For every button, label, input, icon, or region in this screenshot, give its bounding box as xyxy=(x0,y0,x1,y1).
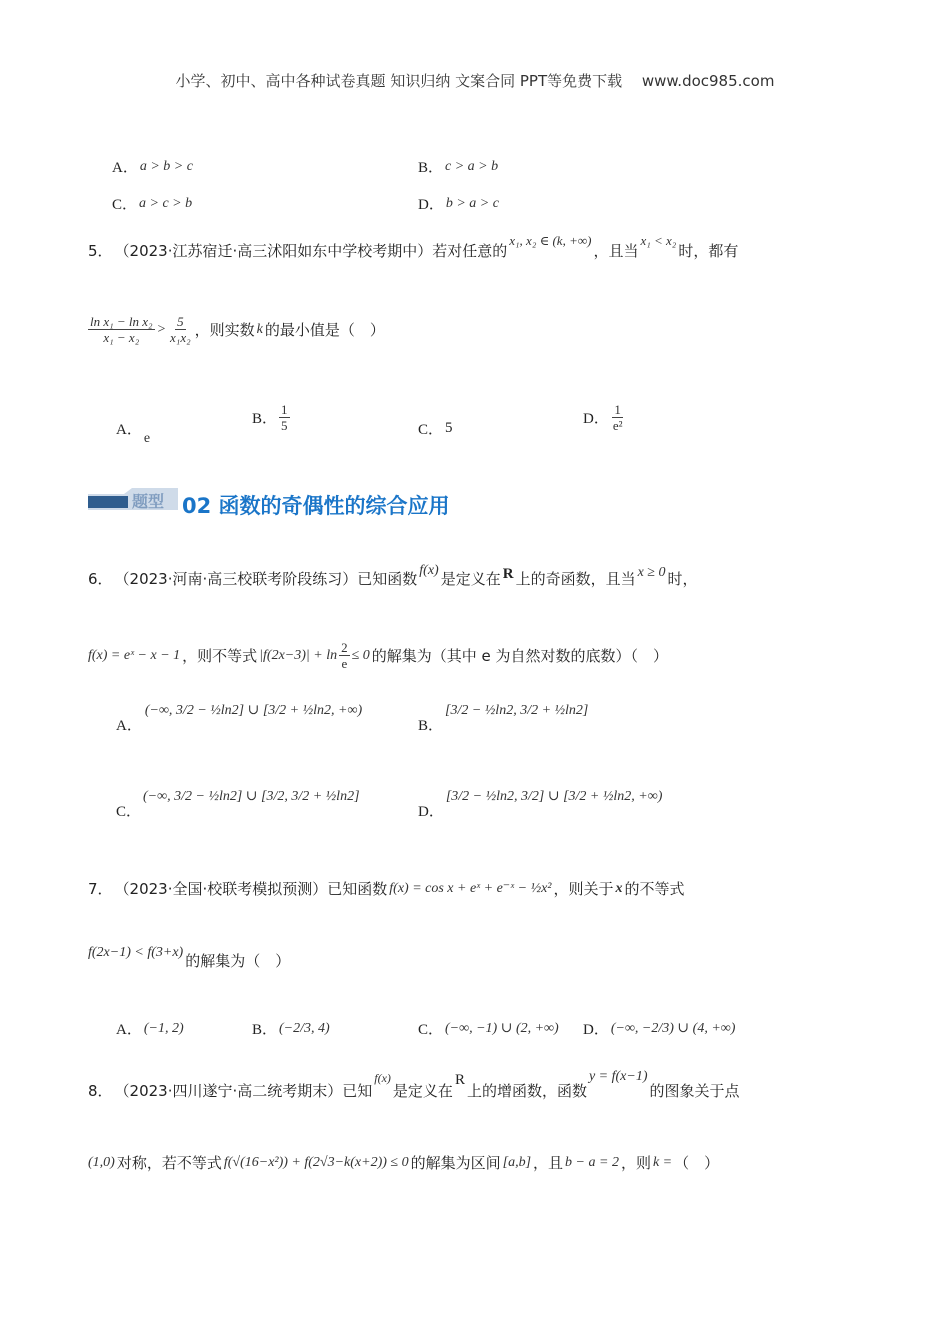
q8-point: (1,0) xyxy=(88,1154,115,1170)
option-label: C． xyxy=(418,1022,444,1038)
option-label: A． xyxy=(116,1022,142,1038)
option-label: C． xyxy=(112,197,138,213)
q5-inequality-rhs: $\frac{5}{\text{x₁x₂}}$ xyxy=(170,314,191,345)
option-label: D． xyxy=(418,804,444,820)
q5-option-d[interactable] xyxy=(583,402,625,433)
q7-option-d[interactable] xyxy=(583,1018,735,1039)
option-value: (−2/3, 4) xyxy=(279,1020,330,1036)
q6-option-d[interactable] xyxy=(418,786,663,820)
q6-inequality-fraction: $\frac{2}{e}$ xyxy=(341,640,348,671)
q8-ask: （ ） xyxy=(674,1154,720,1172)
q7-stem-line2 xyxy=(88,944,291,971)
q8-text-3: 的图象关于点 xyxy=(649,1082,740,1100)
q4-option-b[interactable] xyxy=(418,156,498,177)
q5-inequality-lhs: $\frac{\text{ln x₁ − ln x₂}}{\text{x₁ − x₂}}$ xyxy=(90,314,153,345)
q8-text-2: 上的增函数，函数 xyxy=(466,1082,587,1100)
question-number: 5． xyxy=(88,242,113,260)
q5-option-b[interactable] xyxy=(252,402,290,433)
q7-variable-x: x xyxy=(615,880,623,896)
section-badge-text: 题型 xyxy=(132,492,165,511)
q6-text-3: 时， xyxy=(667,570,698,588)
q6-stem-line1 xyxy=(88,562,698,589)
question-source: （2023·全国·校联考模拟预测）已知函数 xyxy=(114,880,388,898)
option-label: D． xyxy=(583,1022,609,1038)
q6-definition: f(x) = eˣ − x − 1 xyxy=(88,647,181,663)
q8-condition: b − a = 2 xyxy=(565,1154,619,1170)
option-value: a > b > c xyxy=(139,158,193,174)
option-value: [3/2 − ½ln2, 3/2] ∪ [3/2 + ½ln2, +∞) xyxy=(445,789,663,804)
q5-condition-2: x₁ < x₂ xyxy=(640,232,677,248)
option-label: B． xyxy=(252,411,278,427)
q5-ask-text-2: 的最小值是（ ） xyxy=(264,321,385,339)
option-label: A． xyxy=(112,160,138,176)
option-value: a > c > b xyxy=(139,195,193,211)
q7-option-b[interactable] xyxy=(252,1018,330,1039)
question-number: 7． xyxy=(88,880,113,898)
question-source: （2023·四川遂宁·高二统考期末）已知 xyxy=(114,1082,373,1100)
option-value: c > a > b xyxy=(445,158,499,174)
q6-function: f(x) xyxy=(419,562,439,578)
q7-option-a[interactable] xyxy=(116,1018,184,1039)
q8-text-7: ，则 xyxy=(620,1154,651,1172)
q8-stem-line2 xyxy=(88,1152,719,1173)
q4-option-a[interactable] xyxy=(112,156,193,177)
q7-inequality: f(2x−1) < f(3+x) xyxy=(88,944,184,960)
option-label: A． xyxy=(116,718,142,734)
option-label: D． xyxy=(418,197,444,213)
q5-stem-line2 xyxy=(88,314,385,345)
q5-stem-line1 xyxy=(88,232,739,261)
q5-text-mid: ，且当 xyxy=(593,242,639,260)
option-value: 5 xyxy=(445,420,453,436)
q5-condition-1: x₁, x₂ ∈ (k, +∞) xyxy=(509,232,592,248)
q7-text: ，则关于 xyxy=(553,880,614,898)
q8-text: 是定义在 xyxy=(392,1082,453,1100)
greater-sign: > xyxy=(156,321,167,337)
q7-stem-line1 xyxy=(88,878,685,899)
option-value: (−1, 2) xyxy=(143,1020,184,1036)
option-value: (−∞, 3/2 − ½ln2] ∪ [3/2, 3/2 + ½ln2] xyxy=(143,789,360,804)
q6-inequality-right: ≤ 0 xyxy=(351,647,370,663)
option-value: (−∞, −2/3) ∪ (4, +∞) xyxy=(610,1021,736,1036)
q8-text-4: 对称，若不等式 xyxy=(116,1154,222,1172)
q6-option-a[interactable] xyxy=(116,700,363,734)
question-number: 8． xyxy=(88,1082,113,1100)
option-value: $\frac{1}{5}$ xyxy=(281,402,288,433)
option-value: (−∞, 3/2 − ½ln2] ∪ [3/2 + ½ln2, +∞) xyxy=(144,703,363,718)
q6-real-set: R xyxy=(502,566,514,582)
q8-variable-k: k = xyxy=(652,1154,673,1170)
option-value: [3/2 − ½ln2, 3/2 + ½ln2] xyxy=(445,702,589,718)
q8-interval: [a,b] xyxy=(502,1154,532,1170)
section-title: 02 函数的奇偶性的综合应用 xyxy=(182,494,450,518)
option-value: $\frac{1}{\text{e²}}$ xyxy=(612,402,623,433)
q8-inequality: f(√(16−x²)) + f(2√3−k(x+2)) ≤ 0 xyxy=(223,1154,409,1170)
q6-text-2: 上的奇函数，且当 xyxy=(515,570,636,588)
q6-condition: x ≥ 0 xyxy=(637,564,666,580)
q8-shifted-function: y = f(x−1) xyxy=(588,1068,648,1084)
question-source: （2023·江苏宿迁·高三沭阳如东中学校考期中）若对任意的 xyxy=(114,242,508,260)
q8-stem-line1 xyxy=(88,1068,740,1101)
option-label: A． xyxy=(116,422,142,438)
q6-ask: 的解集为（其中 e 为自然对数的底数）（ ） xyxy=(371,647,669,665)
option-label: B． xyxy=(418,718,444,734)
q8-text-5: 的解集为区间 xyxy=(410,1154,501,1172)
q6-inequality-left: |f(2x−3)| + ln xyxy=(259,647,338,663)
q7-option-c[interactable] xyxy=(418,1018,559,1039)
q5-ask-text: ，则实数 xyxy=(194,321,255,339)
q4-option-c[interactable] xyxy=(112,193,192,214)
q6-text: 是定义在 xyxy=(440,570,501,588)
q8-function: f(x) xyxy=(374,1071,391,1085)
q5-option-a[interactable] xyxy=(116,418,151,446)
option-value: (−∞, −1) ∪ (2, +∞) xyxy=(445,1021,559,1036)
q7-ask: 的解集为（ ） xyxy=(185,952,291,970)
option-label: C． xyxy=(116,804,142,820)
question-number: 6． xyxy=(88,570,113,588)
q5-text-tail: 时，都有 xyxy=(678,242,739,260)
q6-option-c[interactable] xyxy=(116,786,360,820)
page-header: 小学、初中、高中各种试卷真题 知识归纳 文案合同 PPT等免费下载 www.doc985.com xyxy=(175,72,775,90)
q8-real-set: R xyxy=(454,1072,465,1088)
q5-variable-k: k xyxy=(256,321,263,337)
q6-stem-line2 xyxy=(88,640,668,671)
option-label: D． xyxy=(583,411,609,427)
option-label: C． xyxy=(418,422,444,438)
q5-option-c[interactable] xyxy=(418,418,453,439)
question-source: （2023·河南·高三校联考阶段练习）已知函数 xyxy=(114,570,418,588)
q4-option-d[interactable] xyxy=(418,193,499,214)
q8-text-6: ，且 xyxy=(533,1154,564,1172)
option-label: B． xyxy=(252,1022,278,1038)
option-value: e xyxy=(143,430,151,446)
option-value: b > a > c xyxy=(445,195,499,211)
q6-option-b[interactable] xyxy=(418,700,589,734)
q6-text-4: ，则不等式 xyxy=(182,647,258,665)
q7-definition: f(x) = cos x + eˣ + e⁻ˣ − ½x² xyxy=(389,881,552,896)
q7-text-2: 的不等式 xyxy=(624,880,685,898)
option-label: B． xyxy=(418,160,444,176)
